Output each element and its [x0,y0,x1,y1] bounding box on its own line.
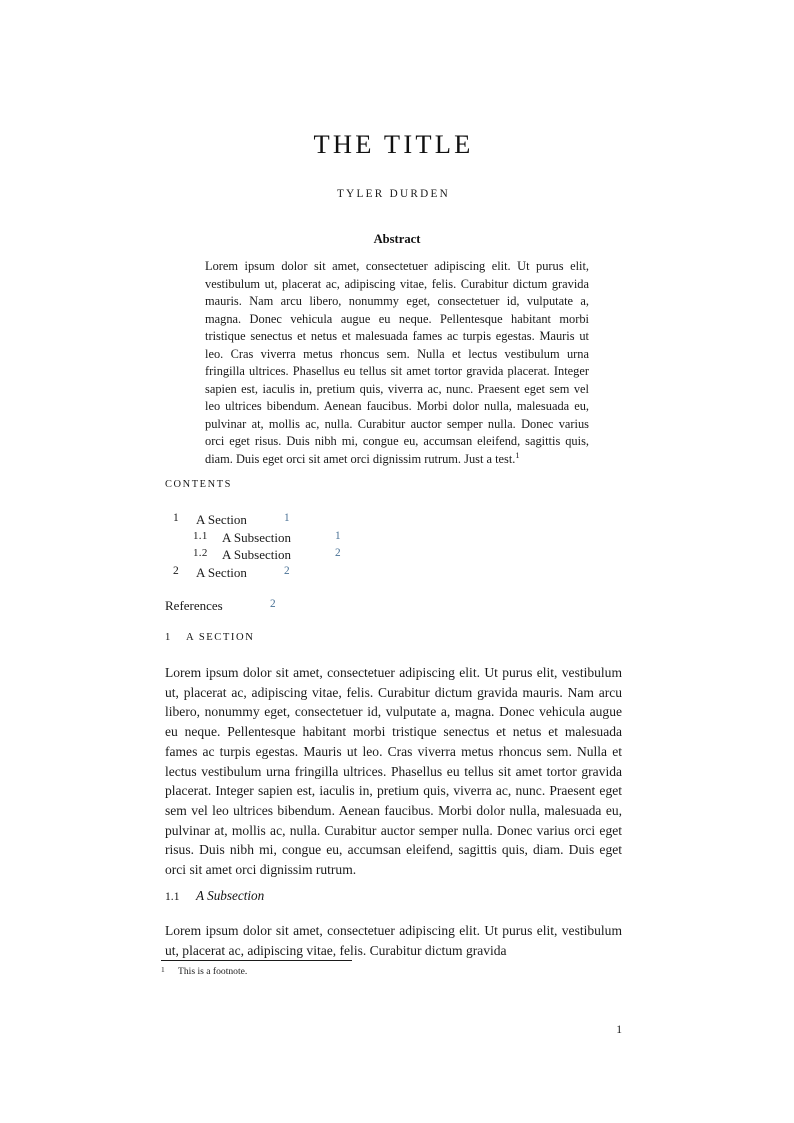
subsection-1-1-title: A Subsection [196,888,265,903]
toc-entry-references[interactable] [165,598,622,616]
toc-entry-page[interactable]: 2 [284,564,290,577]
section-1-title: A SECTION [186,632,255,643]
toc-entry-section-2[interactable] [165,564,622,582]
title-block [165,130,622,200]
author-name: TYLER DURDEN [336,188,451,201]
toc-entry-number: 1.1 [193,529,208,542]
page-title: THE TITLE [313,129,474,159]
toc-entry-page[interactable]: 1 [284,512,290,524]
subsection-1-1-heading-wrap [165,888,622,904]
toc-entry-label: A Subsection [222,529,291,545]
section-1-heading [165,632,622,643]
toc-entry-subsection-1-2[interactable] [165,546,622,564]
subsection-1-1-number: 1.1 [165,890,180,903]
abstract-text [205,258,589,469]
footnote-1 [161,966,631,978]
table-of-contents [165,479,622,616]
toc-entry-number: 1.2 [193,547,208,559]
section-1-number: 1 [165,632,172,643]
footnote-1-number: 1 [161,965,165,974]
contents-heading: CONTENTS [165,479,233,490]
toc-entry-page[interactable]: 1 [335,529,341,542]
toc-entry-page[interactable]: 2 [335,547,341,559]
toc-entry-label: A Section [196,512,247,527]
toc-entry-page[interactable]: 2 [270,598,276,610]
subsection-1-1-paragraph: Lorem ipsum dolor sit amet, consectetuer adipiscing elit. Ut purus elit, vestibulum ut, placerat ac, adipiscing vitae, felis. Curabitur dictum gravida [165,923,622,958]
abstract-paragraph: Lorem ipsum dolor sit amet, consectetuer adipiscing elit. Ut purus elit, vestibulum ut, placerat ac, adipiscing vitae, felis. Curabitur dictum gravida mauris. Nam arcu libero, nonummy eget, consectetuer id, vulputate a, magna. Donec vehicula augue eu neque. Pellentesque habitant morbi tristique senectus et netus et malesuada fames ac turpis egestas. Mauris ut leo. Cras viverra metus rhoncus sem. Nulla et lectus vestibulum urna fringilla ultrices. Phasellus eu tellus sit amet tortor gravida placerat. Integer sapien est, iaculis in, pretium quis, viverra ac, nunc. Praesent eget sem vel leo ultrices bibendum. Aenean faucibus. Morbi dolor nulla, malesuada eu, pulvinar at, mollis ac, nulla. Curabitur auctor semper nulla. Donec varius orci eget risus. Duis nibh mi, congue eu, accumsan eleifend, sagittis quis, diam. Duis eget orci sit amet orci dignissim rutrum. Just a test. [205,259,589,467]
abstract-block [205,232,589,469]
section-1-paragraph: Lorem ipsum dolor sit amet, consectetuer adipiscing elit. Ut purus elit, vestibulum ut, placerat ac, adipiscing vitae, felis. Curabitur dictum gravida mauris. Nam arcu libero, nonummy eget, consectetuer id, vulputate a, magna. Donec vehicula augue eu neque. Pellentesque habitant morbi tristique senectus et netus et malesuada fames ac turpis egestas. Mauris ut leo. Cras viverra metus rhoncus sem. Nulla et lectus vestibulum urna fringilla ultrices. Phasellus eu tellus sit amet tortor gravida placerat. Integer sapien est, iaculis in, pretium quis, viverra ac, nunc. Praesent eget sem vel leo ultrices bibendum. Aenean faucibus. Morbi dolor nulla, malesuada eu, pulvinar at, mollis ac, nulla. Curabitur auctor semper nulla. Donec varius orci eget risus. Duis nibh mi, congue eu, accumsan eleifend, sagittis quis, diam. Duis eget orci sit amet orci dignissim rutrum. [165,665,622,878]
toc-entry-label: References [165,598,223,613]
toc-entry-section-1[interactable] [165,511,622,529]
toc-entry-number: 1 [173,512,180,524]
footnote-1-text: This is a footnote. [178,966,248,977]
toc-entry-label: A Section [196,564,247,580]
subsection-1-1-body-wrap [165,921,622,960]
subsection-1-1-heading [165,888,622,904]
footnote-separator-rule [161,960,352,961]
footnote-reference-1[interactable]: 1 [515,449,520,460]
footnote-area [161,960,631,978]
toc-entry-number: 2 [173,564,180,577]
page-number: 1 [616,1023,622,1036]
section-1-heading-wrap [165,632,622,643]
section-1-body-wrap [165,663,622,880]
toc-entry-subsection-1-1[interactable] [165,529,622,547]
toc-entry-label: A Subsection [222,547,291,562]
abstract-heading: Abstract [373,232,421,246]
